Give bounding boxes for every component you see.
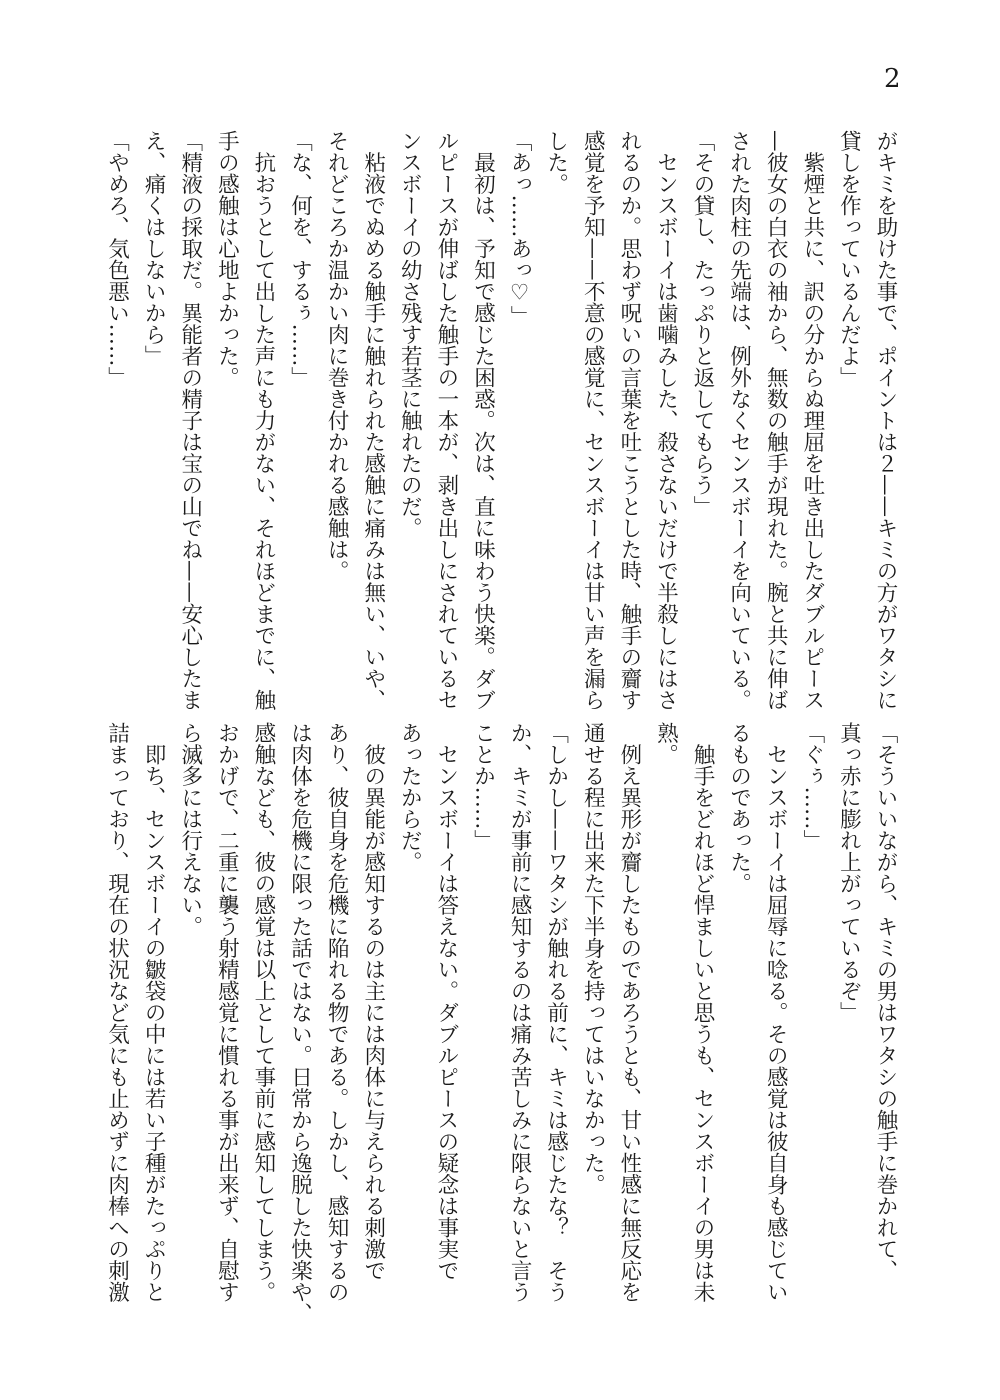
text-line: 粘液でぬめる触手に触れられた感触に痛みは無い、いや、	[360, 130, 386, 711]
text-line: した。	[543, 130, 569, 195]
text-line: センスボーイは歯噛みした、殺さないだけで半殺しにはさ	[653, 130, 679, 711]
text-line: 「その貸し、たっぷりと返してもらう」	[690, 130, 716, 517]
text-line: ことか……」	[470, 722, 496, 851]
text-line: 「そういいながら、キミの男はワタシの触手に巻かれて、	[873, 722, 898, 1281]
text-line: された肉柱の先端は、例外なくセンスボーイを向いている。	[726, 130, 752, 711]
text-line: おかげで、二重に襲う射精感覚に慣れる事が出来ず、自慰す	[214, 722, 240, 1303]
text-line: あり、彼自身を危機に陥れる物である。しかし、感知するの	[324, 722, 350, 1303]
text-line: 真っ赤に膨れ上がっているぞ」	[836, 722, 862, 1023]
text-line: か、キミが事前に感知するのは痛み苦しみに限らないと言う	[507, 722, 533, 1303]
text-line: 「やめろ、気色悪い……」	[104, 130, 130, 388]
text-line: 抗おうとして出した声にも力がない、それほどまでに、触	[250, 130, 276, 711]
text-line: るものであった。	[726, 722, 752, 894]
text-line: 「あっ……あっ♡」	[507, 130, 533, 327]
text-line: 「しかし——ワタシが触れる前に、キミは感じたな？ そう	[543, 722, 569, 1303]
text-block-bottom	[98, 722, 903, 1324]
text-line: 紫煙と共に、訳の分からぬ理屈を吐き出したダブルピース	[799, 130, 825, 711]
text-line: は肉体を危機に限った話ではない。日常から逸脱した快楽や、	[287, 722, 313, 1324]
text-line: —彼女の白衣の袖から、無数の触手が現れた。腕と共に伸ば	[763, 130, 789, 711]
text-line: 即ち、センスボーイの皺袋の中には若い子種がたっぷりと	[141, 722, 167, 1303]
text-line: 彼の異能が感知するのは主には肉体に与えられる刺激で	[360, 722, 386, 1281]
text-line: あったからだ。	[397, 722, 423, 873]
text-line: センスボーイは答えない。ダブルピースの疑念は事実で	[433, 722, 459, 1281]
text-line: 最初は、予知で感じた困惑。次は、直に味わう快楽。ダブ	[470, 130, 496, 711]
page-number: 2	[884, 64, 901, 94]
text-line: センスボーイは屈辱に唸る。その感覚は彼自身も感じてい	[763, 722, 789, 1303]
text-line: 「精液の採取だ。異能者の精子は宝の山でね——安心したま	[177, 130, 203, 711]
text-line: 感覚を予知——不意の感覚に、センスボーイは甘い声を漏ら	[580, 130, 606, 711]
text-line: 手の感触は心地よかった。	[214, 130, 240, 388]
text-block-top	[98, 130, 903, 711]
text-line: 感触なども、彼の感覚は以上として事前に感知してしまう。	[250, 722, 276, 1303]
text-line: 「ぐぅ……」	[799, 722, 825, 851]
text-line: 「な、何を、するぅ……」	[287, 130, 313, 388]
text-line: 詰まっており、現在の状況など気にも止めずに肉棒への刺激	[104, 722, 130, 1303]
text-line: 通せる程に出来た下半身を持ってはいなかった。	[580, 722, 606, 1195]
text-line: 貸しを作っているんだよ」	[836, 130, 862, 388]
text-line: え、痛くはしないから」	[141, 130, 167, 367]
text-line: ら滅多には行えない。	[177, 722, 203, 937]
text-line: 触手をどれほど悍ましいと思うも、センスボーイの男は未	[690, 722, 716, 1303]
text-line: ンスボーイの幼さ残す若茎に触れたのだ。	[397, 130, 423, 539]
text-line: 熟。	[653, 722, 679, 765]
text-line: ルピースが伸ばした触手の一本が、剥き出しにされているセ	[433, 130, 459, 711]
text-line: 例え異形が齎したものであろうとも、甘い性感に無反応を	[616, 722, 642, 1303]
text-line: れるのか。思わず呪いの言葉を吐こうとした時、触手の齎す	[616, 130, 642, 711]
text-line: それどころか温かい肉に巻き付かれる感触は。	[324, 130, 350, 582]
text-line: がキミを助けた事で、ポイントは２——キミの方がワタシに	[873, 130, 898, 711]
